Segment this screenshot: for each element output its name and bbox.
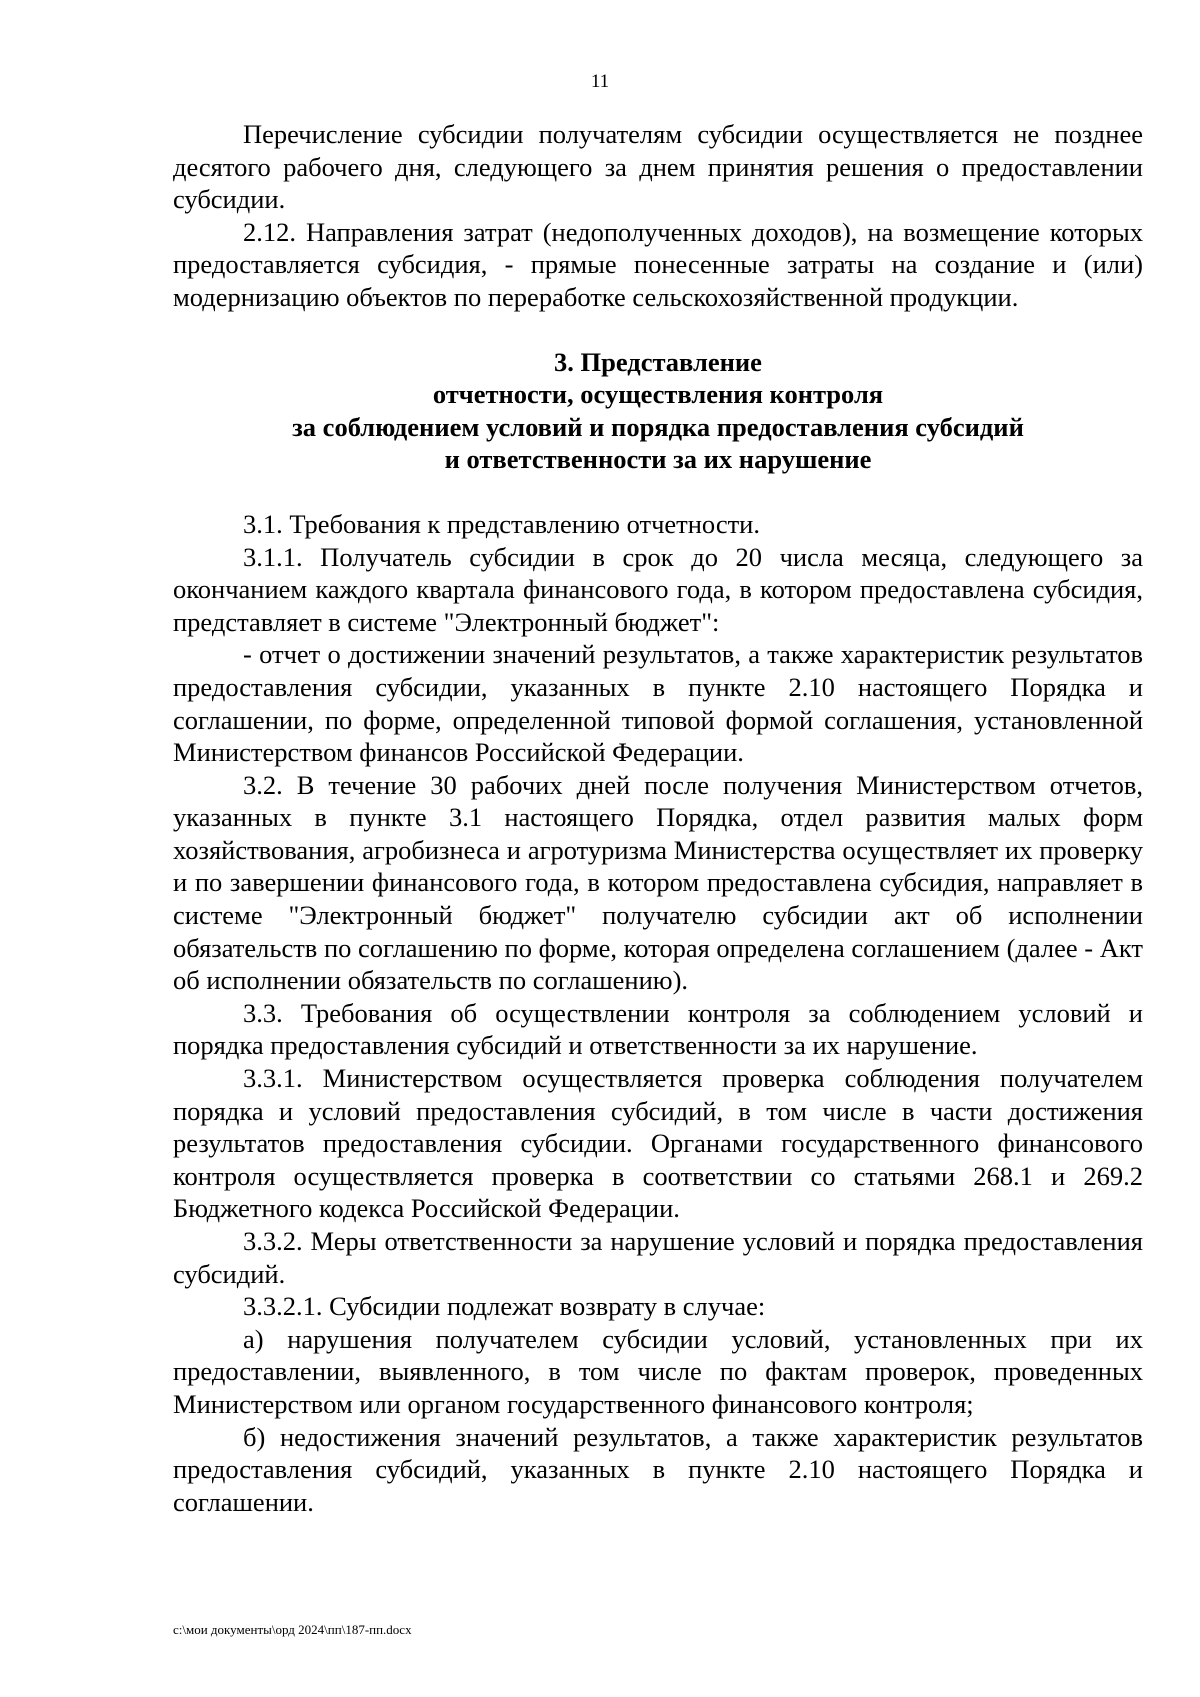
paragraph: 3.3.2.1. Субсидии подлежат возврату в случае: [243, 1291, 766, 1322]
paragraph: 3.3.2. Меры ответственности за нарушение условий и порядка предоставления субсидий. [173, 1226, 1143, 1289]
paragraph: 3.3. Требования об осуществлении контроля за соблюдением условий и порядка предоставления субсидий и ответственности за их нарушение. [173, 997, 1143, 1061]
page-number: 11 [590, 71, 610, 92]
paragraph: - отчет о достижении значений результатов, а также характеристик результатов предоставления субсидии, указанных в пункте 2.10 настоящего Порядка и соглашении, по форме, определенной типовой формой соглашения, установленной Министерством финансов Российской Федерации. [173, 639, 1143, 768]
paragraph: 3.2. В течение 30 рабочих дней после получения Министерством отчетов, указанных в пункте 3.1 настоящего Порядка, отдел развития малых форм хозяйствования, агробизнеса и агротуризма Министерства осуществляет их проверку и по завершении финансового года, в котором предоставлена субсидия, направляет в системе "Электронный бюджет" получателю субсидии акт об исполнении обязательств по соглашению по форме, которая определена соглашением (далее - Акт об исполнении обязательств по соглашению). [173, 769, 1143, 996]
section-heading-line: за соблюдением условий и порядка предоставления субсидий [292, 411, 1024, 442]
document-body [173, 118, 1143, 1518]
section-heading-line: 3. Представление [554, 346, 762, 377]
paragraph: 3.3.1. Министерством осуществляется проверка соблюдения получателем порядка и условий предоставления субсидий, в том числе в части достижения результатов предоставления субсидии. Органами государственного финансового контроля осуществляется проверка в соответствии со статьями 268.1 и 269.2 Бюджетного кодекса Российской Федерации. [173, 1063, 1143, 1224]
paragraph: а) нарушения получателем субсидии условий, установленных при их предоставлении, выявленного, в том числе по фактам проверок, проведенных Министерством или органом государственного финансового контроля; [173, 1323, 1143, 1419]
footer-file-path: c:\мои документы\орд 2024\пп\187-пп.docx [173, 1622, 412, 1637]
section-heading-line: отчетности, осуществления контроля [432, 379, 884, 410]
paragraph: 3.1. Требования к представлению отчетности. [243, 508, 760, 539]
section-heading [173, 346, 1143, 476]
section-heading-line: и ответственности за их нарушение [444, 444, 872, 475]
paragraph: б) недостижения значений результатов, а также характеристик результатов предоставления субсидий, указанных в пункте 2.10 настоящего Порядка и соглашении. [173, 1421, 1143, 1517]
paragraph: Перечисление субсидии получателям субсидии осуществляется не позднее десятого рабочего дня, следующего за днем принятия решения о предоставлении субсидии. [173, 119, 1143, 215]
paragraph: 2.12. Направления затрат (недополученных доходов), на возмещение которых предоставляется субсидия, - прямые понесенные затраты на создание и (или) модернизацию объектов по переработке сельскохозяйственной продукции. [173, 216, 1143, 312]
paragraph: 3.1.1. Получатель субсидии в срок до 20 числа месяца, следующего за окончанием каждого квартала финансового года, в котором предоставлена субсидия, представляет в системе "Электронный бюджет": [173, 541, 1143, 637]
